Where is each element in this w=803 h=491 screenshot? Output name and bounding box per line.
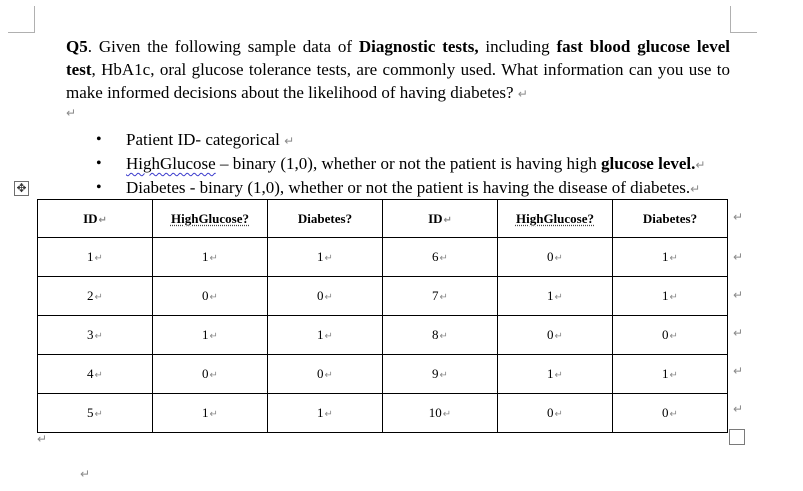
table-header-cell[interactable]: Diabetes?: [613, 200, 728, 238]
table-cell[interactable]: 1↵: [613, 355, 728, 394]
table-cell[interactable]: 1↵: [153, 238, 268, 277]
paragraph-mark-icon: ↵: [284, 134, 295, 148]
table-row: [38, 355, 728, 394]
table-cell[interactable]: 1↵: [613, 238, 728, 277]
paragraph-mark-icon: ↵: [517, 87, 528, 101]
table-cell[interactable]: 0↵: [613, 394, 728, 433]
question-paragraph[interactable]: [66, 35, 730, 106]
question-text-2: including: [478, 37, 557, 56]
table-cell[interactable]: 1↵: [268, 394, 383, 433]
table-cell[interactable]: 0↵: [268, 277, 383, 316]
table-cell[interactable]: 2↵: [38, 277, 153, 316]
bullet-item-diabetes[interactable]: [96, 176, 756, 200]
page-corner-top-left: [8, 6, 35, 33]
table-resize-handle[interactable]: [729, 429, 745, 445]
bullet-item-highglucose[interactable]: [96, 152, 756, 176]
table-header-cell[interactable]: ID↵: [38, 200, 153, 238]
bullet-text: Diabetes - binary (1,0), whether or not the patient is having the disease of diabetes.: [126, 178, 691, 197]
table-cell[interactable]: 8↵: [383, 316, 498, 355]
bullet-term: HighGlucose: [126, 154, 216, 173]
row-end-mark-icon: ↵: [733, 288, 744, 302]
table-cell[interactable]: 1↵: [498, 277, 613, 316]
question-text-3: , HbA1c, oral glucose tolerance tests, are commonly used. What information can you use to make informed decisions about the likelihood of having diabetes?: [66, 60, 730, 102]
table-cell[interactable]: 3↵: [38, 316, 153, 355]
paragraph-mark-icon: ↵: [690, 182, 701, 196]
table-cell[interactable]: 10↵: [383, 394, 498, 433]
table-cell[interactable]: 7↵: [383, 277, 498, 316]
paragraph-mark-icon: ↵: [80, 467, 91, 481]
row-end-mark-icon: ↵: [733, 364, 744, 378]
data-table: [37, 199, 728, 433]
row-end-mark-icon: ↵: [733, 326, 744, 340]
row-end-mark-icon: ↵: [733, 250, 744, 264]
table-header-cell[interactable]: HighGlucose?: [498, 200, 613, 238]
table-cell[interactable]: 5↵: [38, 394, 153, 433]
table-cell[interactable]: 1↵: [268, 238, 383, 277]
question-bold-diagnostic: Diagnostic tests,: [358, 37, 479, 56]
paragraph-mark-icon: ↵: [695, 158, 706, 172]
paragraph-mark-icon: ↵: [37, 432, 48, 446]
table-header-cell[interactable]: Diabetes?: [268, 200, 383, 238]
table-cell[interactable]: 0↵: [268, 355, 383, 394]
table-cell[interactable]: 0↵: [613, 316, 728, 355]
table-cell[interactable]: 1↵: [153, 394, 268, 433]
row-end-mark-icon: ↵: [733, 402, 744, 416]
paragraph-mark-icon: ↵: [66, 106, 77, 120]
table-row: [38, 316, 728, 355]
bullet-bold-text: glucose level.: [600, 154, 696, 173]
table-move-handle-icon[interactable]: ✥: [14, 181, 29, 196]
table-header-cell[interactable]: HighGlucose?: [153, 200, 268, 238]
bullet-item-patient-id[interactable]: [96, 128, 756, 152]
table-cell[interactable]: 1↵: [153, 316, 268, 355]
table-cell[interactable]: 9↵: [383, 355, 498, 394]
table-cell[interactable]: 1↵: [613, 277, 728, 316]
table-cell[interactable]: 1↵: [268, 316, 383, 355]
table-cell[interactable]: 4↵: [38, 355, 153, 394]
table-row: [38, 394, 728, 433]
question-text-1: . Given the following sample data of: [87, 37, 359, 56]
bullet-text: Patient ID- categorical: [126, 130, 280, 149]
table-cell[interactable]: 1↵: [498, 355, 613, 394]
bullet-text: – binary (1,0), whether or not the patient is having high: [215, 154, 601, 173]
question-number: Q5: [66, 37, 88, 56]
question-bold-glucose: fast blood glucose level test: [66, 37, 730, 79]
table-row: [38, 277, 728, 316]
table-cell[interactable]: 0↵: [498, 316, 613, 355]
table-cell[interactable]: 0↵: [153, 277, 268, 316]
table-cell[interactable]: 0↵: [498, 394, 613, 433]
row-end-mark-icon: ↵: [733, 210, 744, 224]
table-header-cell[interactable]: ID↵: [383, 200, 498, 238]
page-corner-top-right: [730, 6, 757, 33]
table-cell[interactable]: 0↵: [498, 238, 613, 277]
table-header-row: [38, 200, 728, 238]
table-row: [38, 238, 728, 277]
table-cell[interactable]: 6↵: [383, 238, 498, 277]
table-cell[interactable]: 0↵: [153, 355, 268, 394]
table-cell[interactable]: 1↵: [38, 238, 153, 277]
bullet-list: [96, 128, 756, 200]
